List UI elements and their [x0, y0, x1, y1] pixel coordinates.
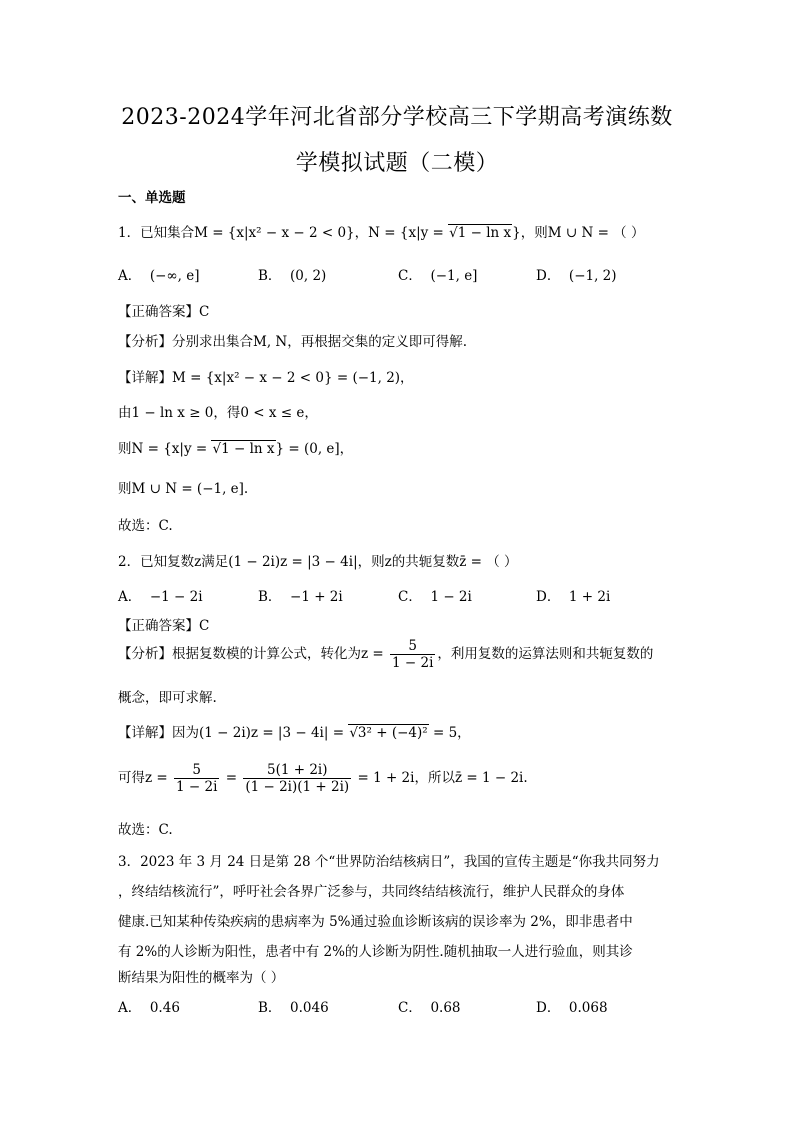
- option-label: B．: [258, 1000, 282, 1016]
- q2-detail-1: [118, 721, 471, 741]
- q2-answer: 【正确答案】C: [118, 618, 210, 634]
- option-label: D．: [536, 589, 561, 605]
- option-label: D．: [536, 1000, 561, 1016]
- q1-option-d: [536, 264, 617, 284]
- q2-detail-2-fraction-2: [243, 762, 351, 795]
- q3-line-2: ，终结结核流行”，呼吁社会各界广泛参与，共同终结结核流行，维护人民群众的身体: [118, 884, 625, 900]
- q2-detail-1-a: 【详解】因为(1 − 2i)z = |3 − 4i| =: [118, 725, 349, 741]
- q3-line-4: 有 2%的人诊断为阳性，患者中有 2%的人诊断为阴性.随机抽取一人进行验血，则其诊: [118, 944, 633, 960]
- q1-set-n-b: }: [512, 225, 521, 241]
- q3-option-c: [398, 996, 461, 1016]
- q3-option-d: [536, 996, 608, 1016]
- q2-detail-2-b: = 1 + 2i，所以z̄ = 1 − 2i.: [353, 770, 528, 786]
- option-text: 1 + 2i: [568, 589, 611, 605]
- option-label: C．: [398, 1000, 422, 1016]
- option-text: 1 − 2i: [430, 589, 472, 605]
- q1-detail-1: 【详解】M = {x|x² − x − 2 < 0} = (−1, 2)，: [118, 370, 414, 386]
- fraction-numerator: 5: [390, 638, 435, 655]
- option-text: (0, 2): [290, 268, 327, 284]
- option-text: −1 + 2i: [290, 589, 343, 605]
- q3-line-5: 断结果为阳性的概率为（ ）: [118, 970, 285, 986]
- q2-detail-1-b: = 5，: [428, 725, 471, 741]
- q1-detail-3: [118, 437, 353, 457]
- q2-detail-1-sqrt-body: 3² + (−4)²: [357, 725, 428, 741]
- q2-option-b: [258, 585, 343, 605]
- q2-analysis-a: 【分析】根据复数模的计算公式，转化为z =: [118, 646, 389, 662]
- option-text: −1 − 2i: [149, 589, 203, 605]
- fraction-denominator: 1 − 2i: [176, 779, 218, 795]
- q2-detail-2-a: 可得z =: [118, 770, 173, 786]
- option-label: B．: [258, 589, 282, 605]
- q2-option-d: [536, 585, 610, 605]
- option-text: (−∞, e]: [149, 268, 200, 284]
- q1-set-n-a: N = {x|y =: [368, 225, 449, 241]
- option-label: A．: [118, 1000, 142, 1016]
- q2-option-a: [118, 585, 203, 605]
- fraction-denominator: 1 − 2i: [392, 655, 434, 671]
- q2-analysis-fraction: [390, 638, 435, 671]
- q2-detail-2: [118, 762, 528, 795]
- q1-sqrt-body: 1 − ln x: [457, 225, 512, 241]
- q3-option-b: [258, 996, 329, 1016]
- q1-detail-3-b: } = (0, e]，: [275, 441, 354, 457]
- q2-analysis: [118, 638, 653, 671]
- q1-set-n-sqrt: √1 − ln x: [449, 225, 512, 241]
- option-label: A．: [118, 589, 142, 605]
- fraction-numerator: 5(1 + 2i): [243, 762, 351, 779]
- q1-option-b: [258, 264, 326, 284]
- q2-detail-2-fraction-1: [174, 762, 219, 795]
- q1-analysis: 【分析】分别求出集合M, N，再根据交集的定义即可得解.: [118, 334, 468, 350]
- q2-detail-1-sqrt: √3² + (−4)²: [349, 725, 428, 741]
- q3-line-3: 健康.已知某种传染疾病的患病率为 5%通过验血诊断该病的误诊率为 2%，即非患者中: [118, 914, 633, 930]
- option-label: C．: [398, 589, 422, 605]
- option-label: A．: [118, 268, 142, 284]
- q1-detail-3-sqrt-body: 1 − ln x: [221, 441, 275, 457]
- option-text: 0.046: [290, 1000, 329, 1016]
- q3-option-a: [118, 996, 180, 1016]
- doc-title-line2: 学模拟试题（二模）: [295, 151, 499, 176]
- q2-detail-2-eq: =: [221, 770, 242, 786]
- q1-answer: 【正确答案】C: [118, 304, 210, 320]
- fraction-denominator: (1 − 2i)(1 + 2i): [245, 779, 350, 795]
- q1-detail-3-a: 则N = {x|y =: [118, 441, 212, 457]
- q2-analysis-b: ，利用复数的运算法则和共轭复数的: [437, 646, 654, 662]
- q1-detail-3-sqrt: √1 − ln x: [212, 441, 275, 457]
- q1-set-m: M = {x|x² − x − 2 < 0}: [194, 225, 355, 241]
- q1-conclusion: 故选：C.: [118, 518, 173, 534]
- q1-option-a: [118, 264, 200, 284]
- option-label: C．: [398, 268, 422, 284]
- option-text: 0.068: [568, 1000, 608, 1016]
- q2-stem: 2．已知复数z满足(1 − 2i)z = |3 − 4i|，则z的共轭复数z̄ = （ ）: [118, 554, 518, 570]
- q3-line-1: 3．2023 年 3 月 24 日是第 28 个“世界防治结核病日”，我国的宣传主题是“你我共同努力: [118, 854, 660, 870]
- option-label: D．: [536, 268, 561, 284]
- q2-analysis-line2: 概念，即可求解.: [118, 690, 217, 706]
- option-text: 0.68: [430, 1000, 461, 1016]
- q1-stem-prefix: 1．已知集合: [118, 225, 195, 241]
- q1-detail-4: 则M ∪ N = (−1, e].: [118, 481, 249, 497]
- option-label: B．: [258, 268, 282, 284]
- option-text: (−1, 2): [568, 268, 617, 284]
- q2-option-c: [398, 585, 472, 605]
- q1-option-c: [398, 264, 477, 284]
- q1-sep: ，: [354, 225, 369, 241]
- doc-title-line1: 2023-2024学年河北省部分学校高三下学期高考演练数: [121, 105, 673, 130]
- q2-conclusion: 故选：C.: [118, 822, 173, 838]
- fraction-numerator: 5: [174, 762, 219, 779]
- q1-detail-2: 由1 − ln x ≥ 0，得0 < x ≤ e，: [118, 405, 318, 421]
- section-heading: 一、单选题: [118, 190, 186, 206]
- option-text: (−1, e]: [430, 268, 478, 284]
- option-text: 0.46: [149, 1000, 180, 1016]
- q1-stem-suffix: ，则M ∪ N = （ ）: [520, 225, 645, 241]
- q1-stem: [118, 221, 644, 241]
